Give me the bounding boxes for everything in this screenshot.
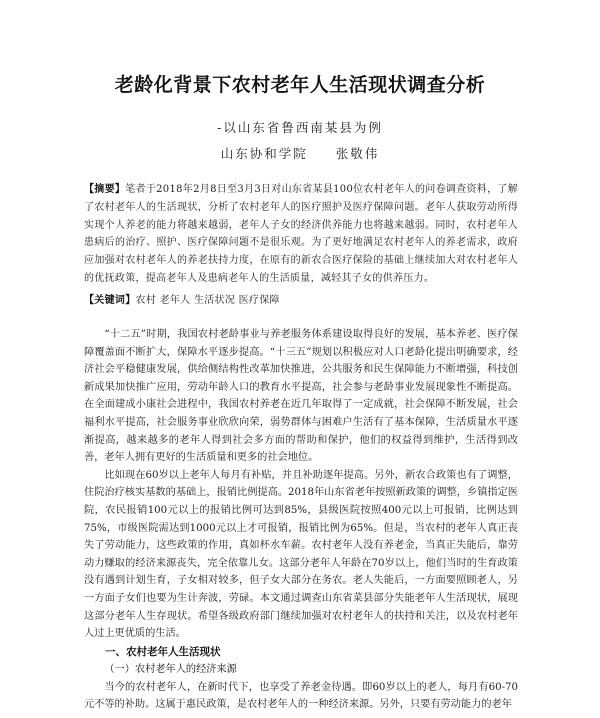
keywords-text: 农村 老年人 生活状况 医疗保障 <box>135 295 280 306</box>
section-heading: 一、农村老年人生活现状 <box>105 645 221 658</box>
keywords-block <box>84 293 518 309</box>
abstract-label: 【摘要】 <box>84 184 126 195</box>
body-paragraph-2: 比如现在60岁以上老年人每月有补贴，并且补助逐年提高。另外，新农合政策也有了调整，住院治疗核实基数的基础上，报销比例提高。2018年山东省老年按照新政策的调整，乡镇指定医院，农民报销100元以上的报销比例可达到85%，县级医院按照400元以上可报销，比例达到75%，市级医院需达到1000元以上才可报销，报销比例为65%。但是，当农村的老年人真正丧失了劳动能力，这些政策的作用，真如杯水车薪。农村老年人没有养老金，当真正失能后，靠劳动力赚取的经济来源丧失，完全依靠儿女。这部分老年人年龄在70岁以上，他们当时的生育政策没有遇到计划生育，子女相对较多，但子女大部分在务农。老人失能后，一方面要照顾老人，另一方面子女们也要为生计奔波，劳碌。本文通过调查山东省菜县部分失能老年人生活现状，展现这部分老年人生存现状。希望各级政府部门继续加强对农村老年人的扶持和关注，以及农村老年人过上更优质的生活。 <box>84 469 518 640</box>
abstract-block <box>84 181 518 288</box>
body-text <box>84 326 518 714</box>
body-paragraph-1: “十二五”时期，我国农村老龄事业与养老服务体系建设取得良好的发展，基本养老、医疗保障覆盖面不断扩大，保障水平逐步提高。“十三五”规划以积极应对人口老龄化提出明确要求，经济社会平稳健康发展，供给侧结构性改革加快推进，公共服务和民生保障能力不断增强，科技创新成果加快推广应用，劳动年龄人口的教育水平提高，社会参与老龄事业发展现象性不断提高。在全面建成小康社会进程中，我国农村养老在近几年取得了一定成就，社会保障不断发展，社会福利水平提高，社会服务事业欣欣向荣，弱势群体与困难户生活有了基本保障，生活质量水平逐渐提高，越来越多的老年人得到社会多方面的帮助和保护，他们的权益得到维护，生活得到改善，老年人拥有更好的生活质量和更多的社会地位。 <box>84 329 518 464</box>
body-paragraph-3: 当今的农村老年人，在新时代下，也享受了养老金待遇。即60岁以上的老人，每月有60-70元不等的补助。这属于惠民政策，是农村老年人的一种经济来源。另外，只要有劳动能力的老年 <box>84 681 518 711</box>
keywords-label: 【关键词】 <box>84 295 136 306</box>
author-line <box>0 144 600 162</box>
subsection-heading: （一）农村老年人的经济来源 <box>104 663 237 675</box>
paper-title: 老龄化背景下农村老年人生活现状调查分析 <box>114 74 486 96</box>
author-name: 张敬伟 <box>335 146 380 161</box>
abstract-text: 笔者于2018年2月8日至3月3日对山东省某县100位农村老年人的问卷调查资料，了解了农村老年人的生活现状，分析了农村老年人的医疗照护及医疗保障问题。老年人获取劳动所得实现个人养老的能力将越来越弱，老年人子女的经济供养能力也将越来越弱。同时，农村老年人患病后的治疗、照护、医疗保障问题不是很乐观。为了更好地满足农村老年人的养老需求，政府应加强对农村老年人的养老扶持力度，在原有的新农合医疗保险的基础上继续加大对农村老年人的优抚政策，提高老年人及患病老年人的生活质量，减轻其子女的供养压力。 <box>84 184 519 284</box>
paper-subtitle: -以山东省鲁西南某县为例 <box>217 120 383 135</box>
author-affiliation: 山东协和学院 <box>220 146 308 161</box>
